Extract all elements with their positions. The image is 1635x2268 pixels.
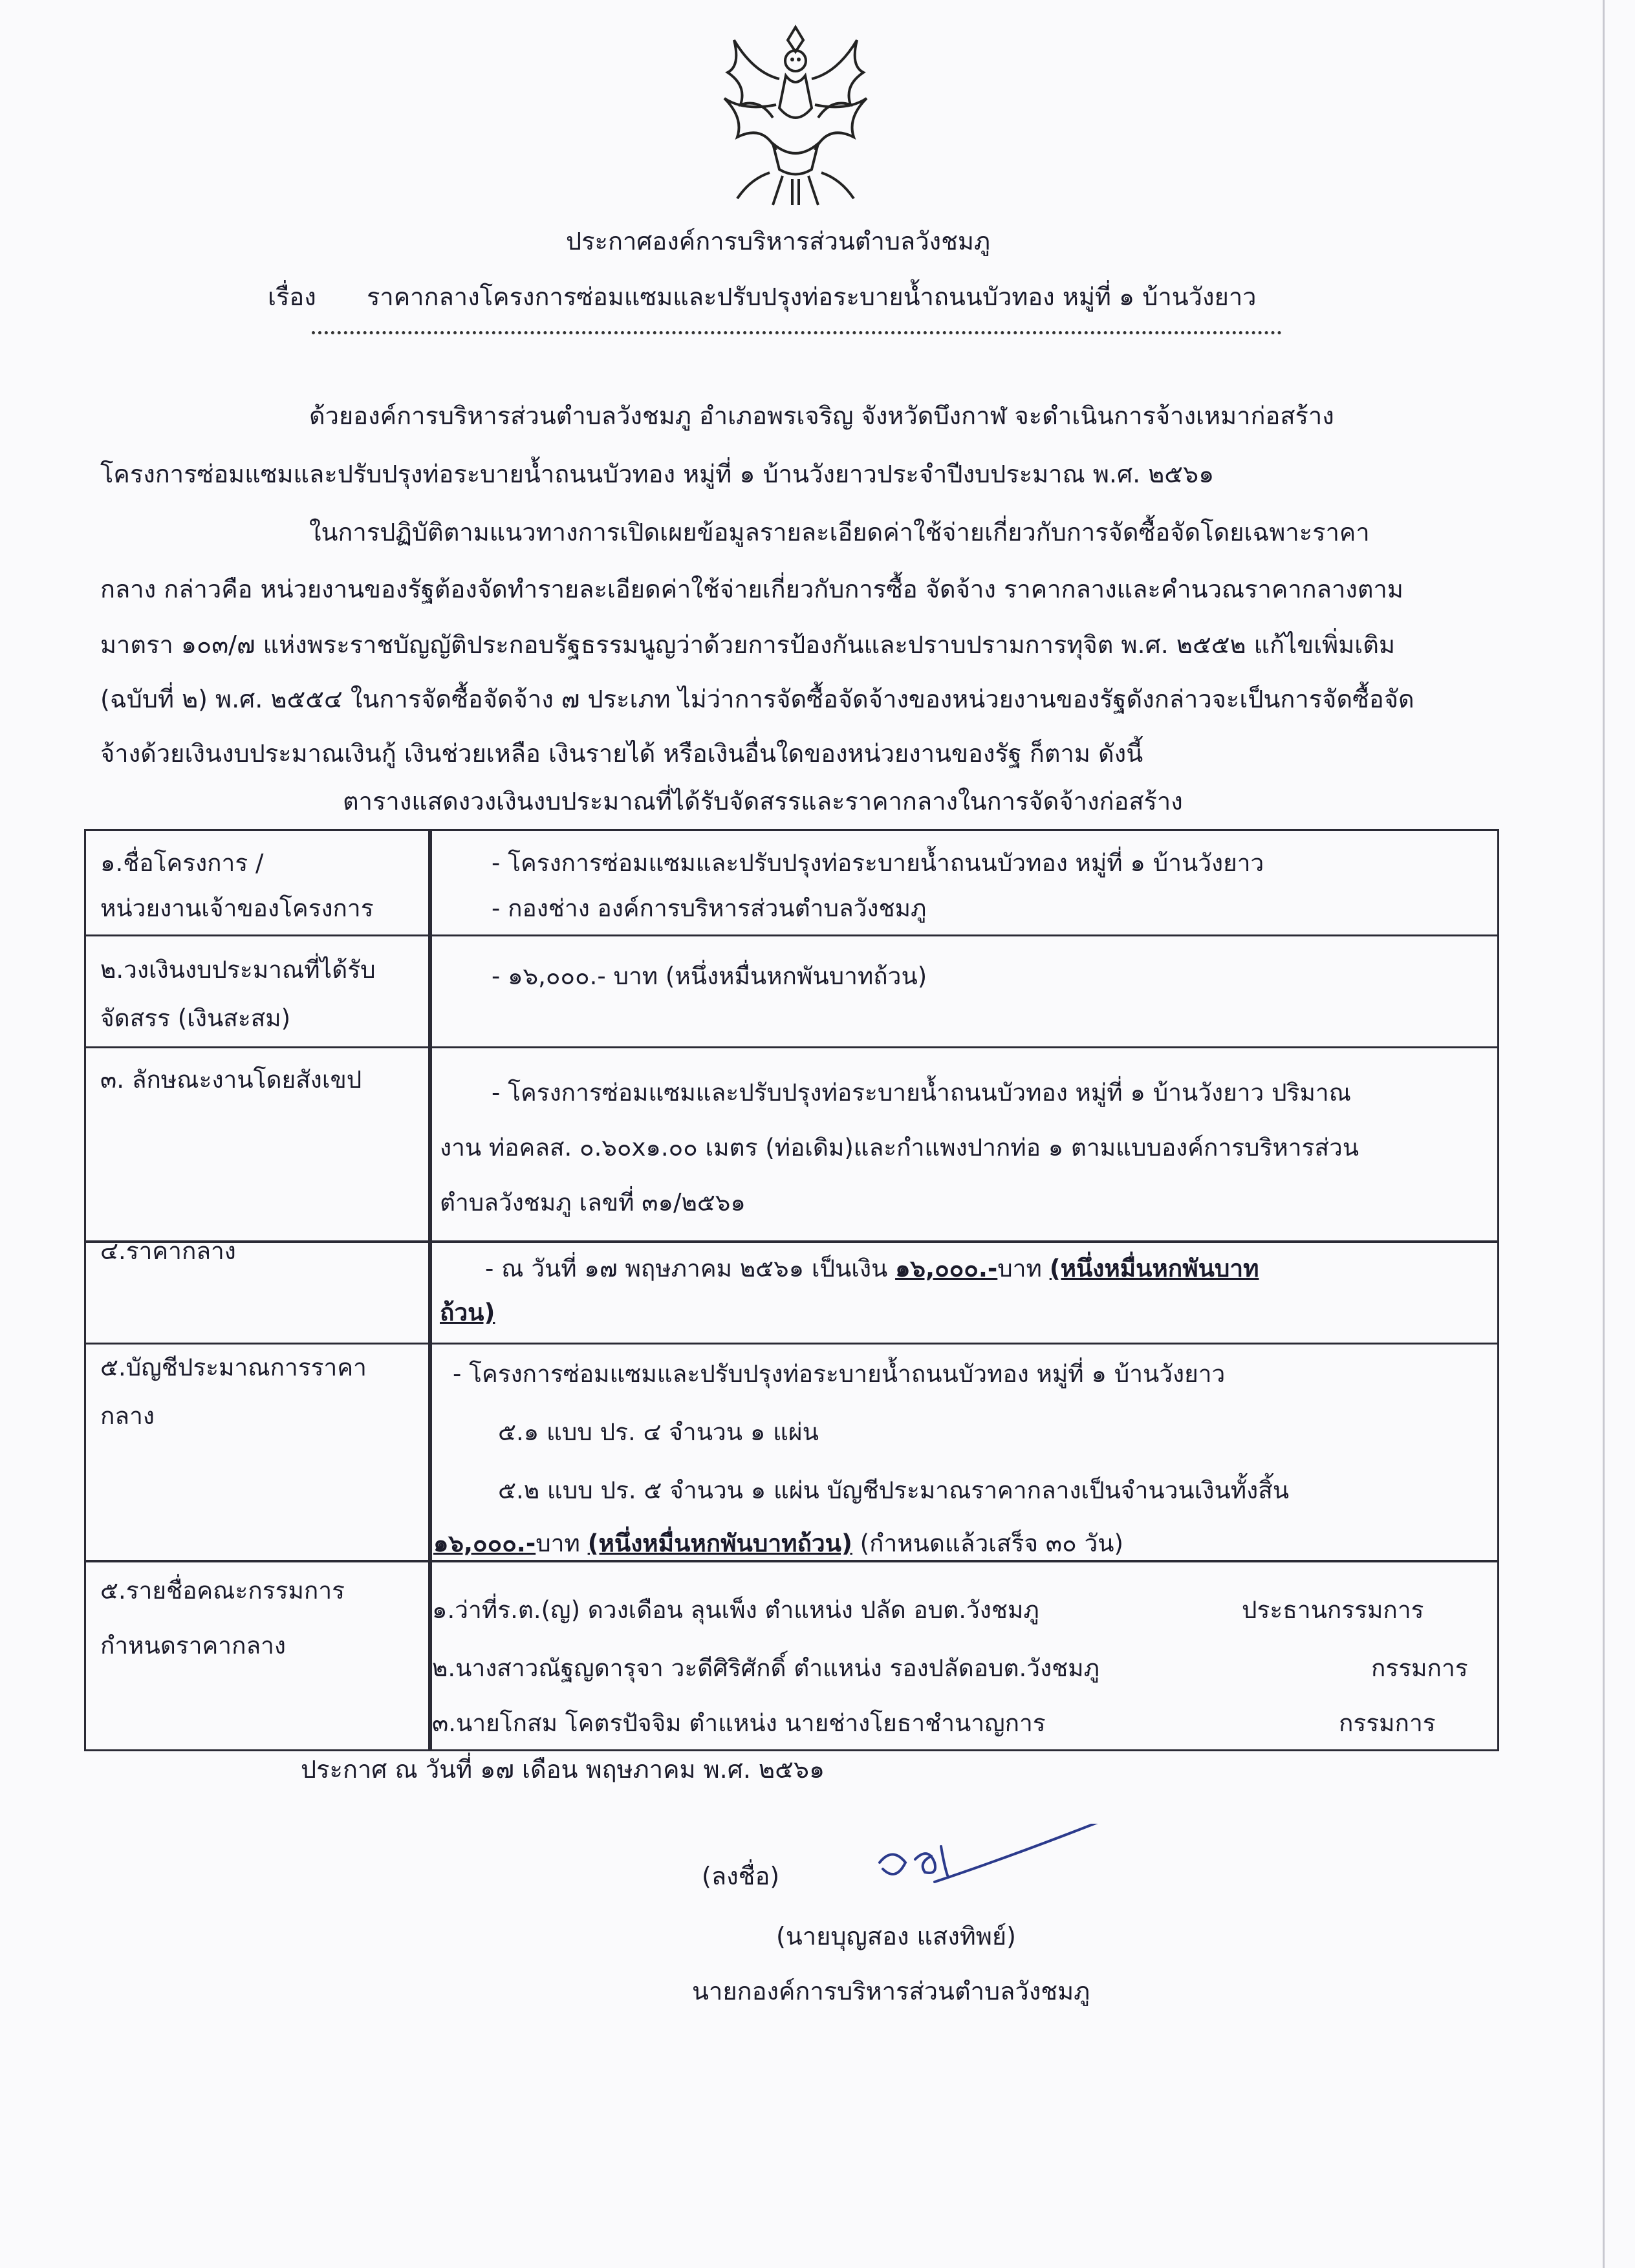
row3-line: ตำบลวังชมภู เลขที่ ๓๑/๒๕๖๑	[440, 1189, 746, 1216]
handwritten-signature-icon	[867, 1824, 1112, 1901]
paragraph2-line: ในการปฏิบัติตามแนวทางการเปิดเผยข้อมูลรายละเอียดค่าใช้จ่ายเกี่ยวกับการจัดซื้อจัดโดยเฉพาะราคา	[309, 518, 1370, 546]
row5-line: ๕.๑ แบบ ปร. ๔ จำนวน ๑ แผ่น	[498, 1418, 819, 1446]
row4-line	[485, 1249, 1259, 1288]
page-edge-shadow	[1603, 0, 1605, 2268]
committee-role: กรรมการ	[1371, 1654, 1468, 1682]
paragraph2-line: (ฉบับที่ ๒) พ.ศ. ๒๕๕๔ ในการจัดซื้อจัดจ้าง ๗ ประเภท ไม่ว่าการจัดซื้อจัดจ้างของหน่วยงานของรัฐดังกล่าวจะเป็นการจัดซื้อจัด	[100, 685, 1414, 713]
row5-tail: (กำหนดแล้วเสร็จ ๓๐ วัน)	[852, 1529, 1123, 1557]
row4-prefix: - ณ วันที่ ๑๗ พฤษภาคม ๒๕๖๑ เป็นเงิน	[485, 1255, 896, 1282]
committee-member: ๒.นางสาวณัฐญดารุจา วะดีศิริศักดิ์ ตำแหน่ง รองปลัดอบต.วังชมภู	[432, 1654, 1100, 1682]
signer-name: (นายบุญสอง แสงทิพย์)	[776, 1922, 1016, 1950]
row2-line: - ๑๖,๐๐๐.- บาท (หนึ่งหมื่นหกพันบาทถ้วน)	[492, 962, 927, 990]
row2-label: ๒.วงเงินงบประมาณที่ได้รับ	[100, 956, 376, 984]
table-caption: ตารางแสดงวงเงินงบประมาณที่ได้รับจัดสรรและราคากลางในการจัดจ้างก่อสร้าง	[343, 787, 1183, 815]
row5-unit: บาท	[536, 1529, 588, 1557]
row5-label: ๕.บัญชีประมาณการราคา	[100, 1354, 367, 1381]
row1-label: หน่วยงานเจ้าของโครงการ	[100, 894, 374, 922]
row5-amount: ๑๖,๐๐๐.-	[433, 1529, 536, 1557]
garuda-emblem-icon	[695, 14, 896, 215]
row4-words-cont: ถ้วน)	[440, 1299, 495, 1326]
row5-words: (หนึ่งหมื่นหกพันบาทถ้วน)	[587, 1529, 852, 1557]
committee-member: ๓.นายโกสม โคตรปัจจิม ตำแหน่ง นายช่างโยธาชำนาญการ	[432, 1709, 1046, 1737]
row6-label: ๕.รายชื่อคณะกรรมการ	[100, 1577, 345, 1604]
paragraph2-line: กลาง กล่าวคือ หน่วยงานของรัฐต้องจัดทำรายละเอียดค่าใช้จ่ายเกี่ยวกับการซื้อ จัดจ้าง ราคากลางและคำนวณราคากลางตาม	[100, 575, 1403, 603]
paragraph2-line: จ้างด้วยเงินงบประมาณเงินกู้ เงินช่วยเหลือ เงินรายได้ หรือเงินอื่นใดของหน่วยงานของรัฐ ก็ตาม ดังนี้	[100, 739, 1143, 768]
row3-label: ๓. ลักษณะงานโดยสังเขป	[100, 1066, 362, 1094]
row3-line: - โครงการซ่อมแซมและปรับปรุงท่อระบายน้ำถนนบัวทอง หมู่ที่ ๑ บ้านวังยาว ปริมาณ	[492, 1079, 1351, 1107]
row2-label: จัดสรร (เงินสะสม)	[100, 1004, 291, 1032]
row4-amount: ๑๖,๐๐๐.-	[895, 1255, 998, 1282]
subject-label: เรื่อง	[268, 283, 316, 311]
committee-member: ๑.ว่าที่ร.ต.(ญ) ดวงเดือน ลุนเพ็ง ตำแหน่ง ปลัด อบต.วังชมภู	[432, 1596, 1039, 1624]
row3-line: งาน ท่อคลส. ๐.๖๐x๑.๐๐ เมตร (ท่อเดิม)และกำแพงปากท่อ ๑ ตามแบบองค์การบริหารส่วน	[440, 1134, 1359, 1161]
row5-line: ๕.๒ แบบ ปร. ๕ จำนวน ๑ แผ่น บัญชีประมาณราคากลางเป็นจำนวนเงินทั้งสิ้น	[498, 1476, 1290, 1504]
row5-line	[433, 1524, 1123, 1562]
announcement-date: ประกาศ ณ วันที่ ๑๗ เดือน พฤษภาคม พ.ศ. ๒๕๖๑	[301, 1755, 825, 1784]
dotted-divider	[312, 331, 1282, 334]
row4-unit: บาท	[997, 1255, 1050, 1282]
row1-label: ๑.ชื่อโครงการ /	[100, 849, 264, 877]
row5-label: กลาง	[100, 1402, 155, 1430]
row4-words: (หนึ่งหมื่นหกพันบาท	[1049, 1255, 1259, 1282]
paragraph2-line: มาตรา ๑๐๓/๗ แห่งพระราชบัญญัติประกอบรัฐธรรมนูญว่าด้วยการป้องกันและปราบปรามการทุจิต พ.ศ. ๒๕๕๒ แก้ไขเพิ่มเติม	[100, 631, 1395, 659]
committee-role: ประธานกรรมการ	[1242, 1596, 1424, 1624]
row6-label: กำหนดราคากลาง	[100, 1632, 286, 1659]
row5-line: - โครงการซ่อมแซมและปรับปรุงท่อระบายน้ำถนนบัวทอง หมู่ที่ ๑ บ้านวังยาว	[453, 1360, 1226, 1388]
signer-position: นายกองค์การบริหารส่วนตำบลวังชมภู	[692, 1977, 1090, 2005]
row1-line: - โครงการซ่อมแซมและปรับปรุงท่อระบายน้ำถนนบัวทอง หมู่ที่ ๑ บ้านวังยาว	[492, 849, 1264, 877]
committee-role: กรรมการ	[1339, 1709, 1436, 1737]
sign-label: (ลงชื่อ)	[702, 1862, 780, 1890]
paragraph1-line: โครงการซ่อมแซมและปรับปรุงท่อระบายน้ำถนนบัวทอง หมู่ที่ ๑ บ้านวังยาวประจำปีงบประมาณ พ.ศ. ๒๕๖๑	[100, 460, 1215, 488]
paragraph1-line: ด้วยองค์การบริหารส่วนตำบลวังชมภู อำเภอพรเจริญ จังหวัดบึงกาฬ จะดำเนินการจ้างเหมาก่อสร้าง	[309, 402, 1334, 430]
subject-text: ราคากลางโครงการซ่อมแซมและปรับปรุงท่อระบายน้ำถนนบัวทอง หมู่ที่ ๑ บ้านวังยาว	[367, 283, 1257, 311]
row4-label: ๔.ราคากลาง	[100, 1237, 236, 1265]
row1-line: - กองช่าง องค์การบริหารส่วนตำบลวังชมภู	[492, 894, 927, 922]
announcement-title: ประกาศองค์การบริหารส่วนตำบลวังชมภู	[566, 227, 991, 255]
row4-line	[440, 1293, 495, 1332]
